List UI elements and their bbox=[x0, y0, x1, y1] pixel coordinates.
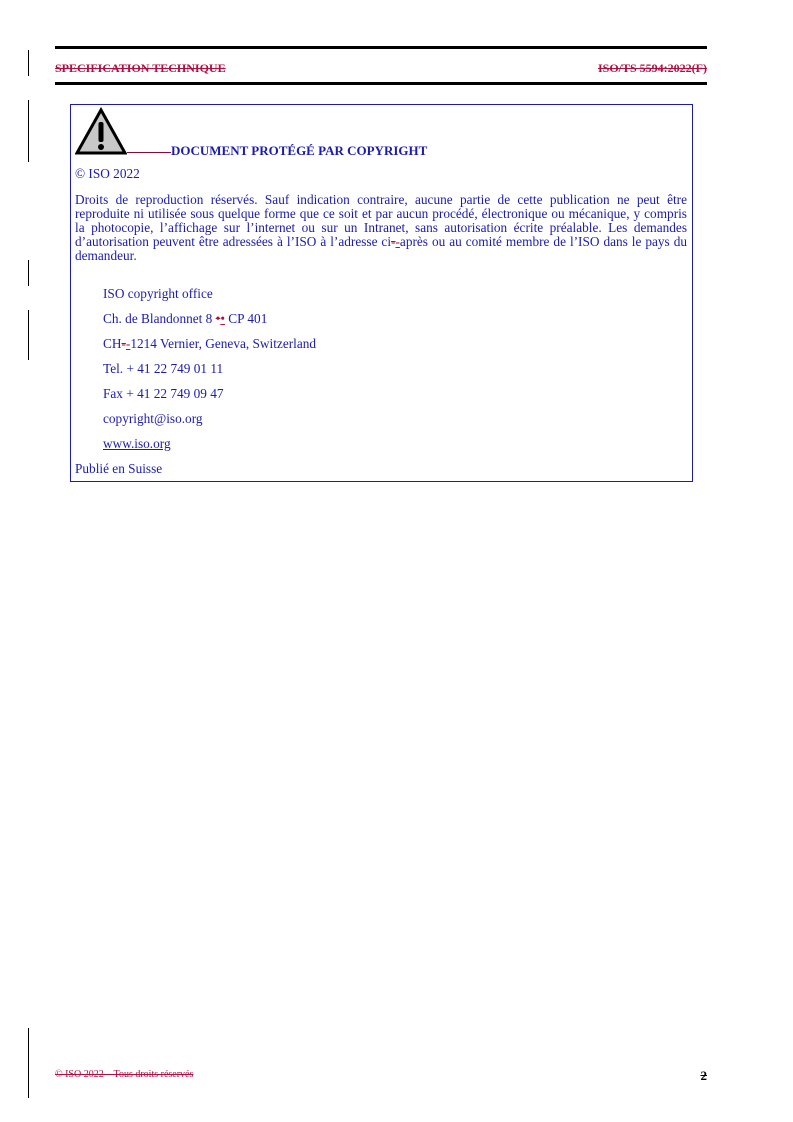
city-text: CH bbox=[103, 336, 122, 351]
connector-line bbox=[127, 152, 171, 153]
change-bar bbox=[28, 100, 29, 162]
warning-icon bbox=[75, 107, 127, 157]
change-bar bbox=[28, 1028, 29, 1098]
address-office: ISO copyright office bbox=[103, 286, 213, 301]
street-text: CP 401 bbox=[228, 311, 268, 326]
street-text: Ch. de Blandonnet 8 bbox=[103, 311, 213, 326]
copyright-year: © ISO 2022 bbox=[75, 166, 140, 181]
address-tel: Tel. + 41 22 749 01 11 bbox=[103, 361, 224, 376]
website-link[interactable]: www.iso.org bbox=[103, 436, 171, 451]
header-rule-top bbox=[55, 46, 707, 49]
header-doc-number: ISO/TS 5594:2022(F) bbox=[597, 61, 707, 75]
deleted-text: • bbox=[215, 311, 221, 326]
rights-paragraph bbox=[75, 193, 687, 263]
change-bar bbox=[28, 260, 29, 286]
inserted-text: - bbox=[395, 234, 400, 249]
address-fax: Fax + 41 22 749 09 47 bbox=[103, 386, 224, 401]
paragraph-text: Droits de reproduction réservés. Sauf indication contraire, aucune partie de cette publication ne peut être reproduite ni utilisée sous quelque forme que ce soit et par aucun procédé, électronique ou mécanique, y compris la photocopie, l’affichage sur l’internet ou sur un Intranet, sans autorisation écrite préalable. Les demandes d’autorisation peuvent être adressées à l’ISO à l’adresse ci bbox=[75, 192, 687, 249]
city-text: 1214 Vernier, Geneva, Switzerland bbox=[130, 336, 317, 351]
notice-title: DOCUMENT PROTÉGÉ PAR COPYRIGHT bbox=[171, 143, 428, 158]
address-street bbox=[103, 311, 267, 327]
change-bar bbox=[28, 310, 29, 360]
address-email[interactable]: copyright@iso.org bbox=[103, 411, 203, 426]
header-rule-bottom bbox=[55, 82, 707, 85]
address-city bbox=[103, 336, 316, 352]
deleted-text: - bbox=[121, 336, 126, 351]
deleted-text: - bbox=[391, 234, 396, 249]
footer-copyright: © ISO 2022 – Tous droits réservés bbox=[55, 1069, 194, 1080]
inserted-text: - bbox=[125, 336, 131, 351]
copyright-notice-box bbox=[70, 104, 693, 482]
page-number: 2 bbox=[700, 1068, 707, 1083]
header-doc-type: SPECIFICATION TECHNIQUE bbox=[55, 61, 226, 75]
inserted-text: • bbox=[220, 311, 225, 326]
published-in: Publié en Suisse bbox=[75, 461, 163, 476]
change-bar bbox=[28, 50, 29, 76]
paragraph-text: après ou au comité membre de l’ISO dans le pays du demandeur. bbox=[75, 234, 688, 263]
